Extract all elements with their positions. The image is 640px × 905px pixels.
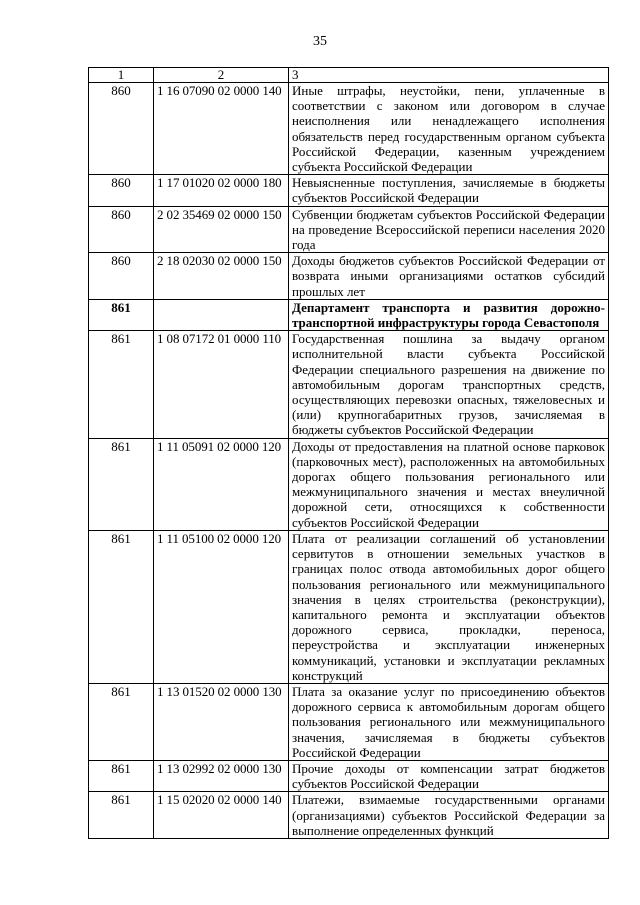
budget-classification-code-cell xyxy=(154,299,289,330)
revenue-name-cell: Платежи, взимаемые государственными органами (организациями) субъектов Российской Федерации за выполнение определенных функций xyxy=(289,792,609,839)
budget-classification-code-cell: 1 13 02992 02 0000 130 xyxy=(154,760,289,791)
admin-code-cell: 861 xyxy=(89,683,154,760)
revenue-name-cell: Департамент транспорта и развития дорожно-транспортной инфраструктуры города Севастополя xyxy=(289,299,609,330)
admin-code-cell: 860 xyxy=(89,253,154,300)
budget-classification-code-cell: 2 02 35469 02 0000 150 xyxy=(154,206,289,253)
revenue-name-cell: Невыясненные поступления, зачисляемые в бюджеты субъектов Российской Федерации xyxy=(289,175,609,206)
table-row xyxy=(89,683,609,760)
budget-classification-code-cell: 1 13 01520 02 0000 130 xyxy=(154,683,289,760)
budget-classification-code-cell: 1 15 02020 02 0000 140 xyxy=(154,792,289,839)
admin-code-cell: 861 xyxy=(89,438,154,530)
table-row xyxy=(89,331,609,438)
column-header-admin-code: 1 xyxy=(89,68,154,83)
admin-code-cell: 860 xyxy=(89,175,154,206)
revenue-name-cell: Доходы бюджетов субъектов Российской Федерации от возврата иными организациями остатков субсидий прошлых лет xyxy=(289,253,609,300)
table-row xyxy=(89,83,609,175)
admin-code-cell: 861 xyxy=(89,331,154,438)
budget-classification-code-cell: 1 17 01020 02 0000 180 xyxy=(154,175,289,206)
revenue-name-cell: Государственная пошлина за выдачу органом исполнительной власти субъекта Российской Федерации специального разрешения на движение по автомобильным дорогам транспортных средств, осуществляющих перевозки опасных, тяжеловесных и (или) крупногабаритных грузов, зачисляемая в бюджеты субъектов Российской Федерации xyxy=(289,331,609,438)
revenue-name-cell: Плата от реализации соглашений об установлении сервитутов в отношении земельных участков в границах полос отвода автомобильных дорог общего пользования регионального или межмуниципального значения в целях строительства (реконструкции), капитального ремонта и эксплуатации объектов дорожного сервиса, прокладки, переноса, переустройства и эксплуатации инженерных коммуникаций, установки и эксплуатации рекламных конструкций xyxy=(289,530,609,683)
table-row xyxy=(89,299,609,330)
budget-classification-code-cell: 1 08 07172 01 0000 110 xyxy=(154,331,289,438)
revenue-codes-table xyxy=(88,67,609,839)
admin-code-cell: 860 xyxy=(89,83,154,175)
revenue-name-cell: Доходы от предоставления на платной основе парковок (парковочных мест), расположенных на автомобильных дорогах общего пользования регионального или межмуниципального значения и местах внеуличной дорожной сети, относящихся к собственности субъектов Российской Федерации xyxy=(289,438,609,530)
budget-classification-code-cell: 1 16 07090 02 0000 140 xyxy=(154,83,289,175)
column-header-budget-code: 2 xyxy=(154,68,289,83)
table-row xyxy=(89,206,609,253)
admin-code-cell: 861 xyxy=(89,530,154,683)
table-row xyxy=(89,760,609,791)
admin-code-cell: 861 xyxy=(89,760,154,791)
table-header-row xyxy=(89,68,609,83)
budget-classification-code-cell: 1 11 05100 02 0000 120 xyxy=(154,530,289,683)
table-row xyxy=(89,175,609,206)
page-number: 35 xyxy=(313,34,327,49)
revenue-name-cell: Иные штрафы, неустойки, пени, уплаченные в соответствии с законом или договором в случае неисполнения или ненадлежащего исполнения обязательств перед государственным органом субъекта Российской Федерации, казенным учреждением субъекта Российской Федерации xyxy=(289,83,609,175)
column-header-revenue-name: 3 xyxy=(289,68,609,83)
revenue-name-cell: Субвенции бюджетам субъектов Российской Федерации на проведение Всероссийской переписи населения 2020 года xyxy=(289,206,609,253)
admin-code-cell: 860 xyxy=(89,206,154,253)
admin-code-cell: 861 xyxy=(89,299,154,330)
table-row xyxy=(89,438,609,530)
budget-classification-code-cell: 2 18 02030 02 0000 150 xyxy=(154,253,289,300)
table-body xyxy=(89,83,609,839)
table-row xyxy=(89,792,609,839)
table-row xyxy=(89,253,609,300)
budget-classification-code-cell: 1 11 05091 02 0000 120 xyxy=(154,438,289,530)
table-row xyxy=(89,530,609,683)
revenue-name-cell: Прочие доходы от компенсации затрат бюджетов субъектов Российской Федерации xyxy=(289,760,609,791)
revenue-name-cell: Плата за оказание услуг по присоединению объектов дорожного сервиса к автомобильным дорогам общего пользования регионального или межмуниципального значения, зачисляемая в бюджеты субъектов Российской Федерации xyxy=(289,683,609,760)
admin-code-cell: 861 xyxy=(89,792,154,839)
